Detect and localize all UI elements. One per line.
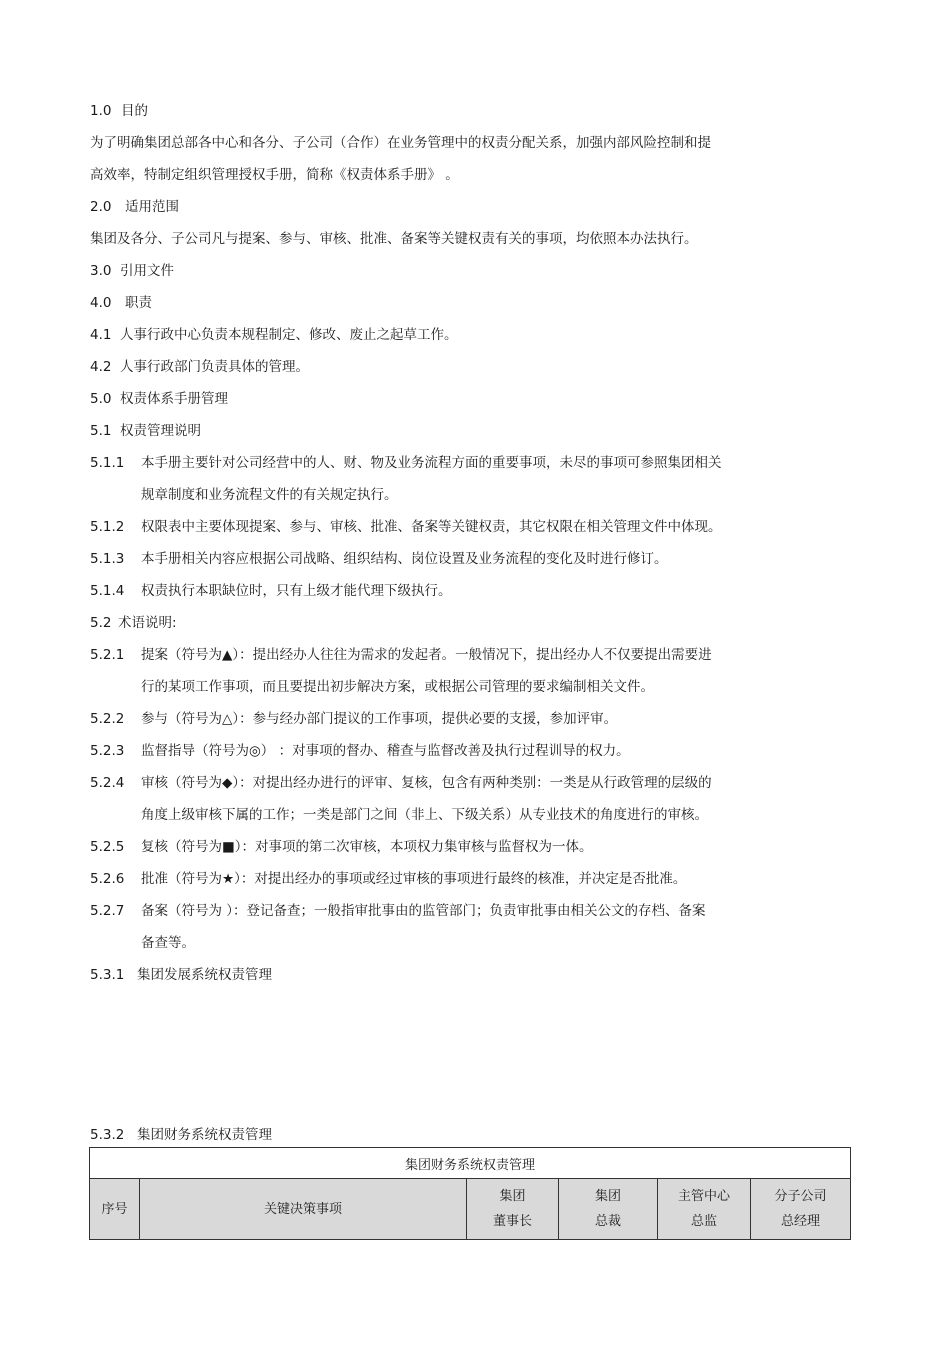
header-cell-subsidiary-gm: 分子公司 总经理 (751, 1179, 851, 1240)
section-heading: 5.0 权责体系手册管理 (90, 391, 228, 407)
section-heading: 5.1 权责管理说明 (90, 423, 201, 439)
term-item: 5.2.3 监督指导（符号为◎） ：对事项的督办、稽查与监督改善及执行过程训导的权力。 (90, 743, 630, 759)
header-cell-center-director: 主管中心 总监 (658, 1179, 751, 1240)
section-heading: 1.0 目的 (90, 103, 148, 119)
section-heading: 2.0 适用范围 (90, 199, 179, 215)
list-item: 5.1.3 本手册相关内容应根据公司战略、组织结构、岗位设置及业务流程的变化及时进行修订。 (90, 551, 668, 567)
section-heading: 5.3.1 集团发展系统权责管理 (90, 967, 272, 983)
list-item: 4.1 人事行政中心负责本规程制定、修改、废止之起草工作。 (90, 327, 458, 343)
term-item: 5.2.6 批准（符号为★）：对提出经办的事项或经过审核的事项进行最终的核准，并决定是否批准。 (90, 871, 687, 887)
list-item: 5.1.4 权责执行本职缺位时，只有上级才能代理下级执行。 (90, 583, 452, 599)
paragraph-line: 为了明确集团总部各中心和各分、子公司（合作）在业务管理中的权责分配关系，加强内部风险控制和提 (90, 135, 711, 151)
header-cell-chairman: 集团 董事长 (467, 1179, 559, 1240)
section-heading: 5.3.2 集团财务系统权责管理 (90, 1127, 272, 1143)
section-heading: 3.0 引用文件 (90, 263, 174, 279)
term-item: 5.2.1 提案（符号为▲）：提出经办人往往为需求的发起者。一般情况下，提出经办人不仅要提出需要进 (90, 647, 712, 663)
term-item-continuation: 行的某项工作事项，而且要提出初步解决方案，或根据公司管理的要求编制相关文件。 (141, 679, 654, 695)
paragraph-line: 集团及各分、子公司凡与提案、参与、审核、批准、备案等关键权责有关的事项，均依照本办法执行。 (90, 231, 698, 247)
header-cell-decision-item: 关键决策事项 (140, 1179, 467, 1240)
authority-table (89, 1147, 851, 1240)
list-item-continuation: 规章制度和业务流程文件的有关规定执行。 (141, 487, 398, 503)
table-title: 集团财务系统权责管理 (90, 1148, 851, 1179)
term-item: 5.2.5 复核（符号为■）：对事项的第二次审核，本项权力集审核与监督权为一体。 (90, 839, 593, 855)
list-item: 5.1.2 权限表中主要体现提案、参与、审核、批准、备案等关键权责，其它权限在相关管理文件中体现。 (90, 519, 722, 535)
term-item: 5.2.2 参与（符号为△）：参与经办部门提议的工作事项，提供必要的支援，参加评审。 (90, 711, 618, 727)
section-heading: 4.0 职责 (90, 295, 152, 311)
section-heading: 5.2 术语说明: (90, 615, 177, 631)
term-item: 5.2.7 备案（符号为 ）：登记备查；一般指审批事由的监管部门；负责审批事由相关公文的存档、备案 (90, 903, 706, 919)
header-cell-president: 集团 总裁 (559, 1179, 658, 1240)
term-item: 5.2.4 审核（符号为◆）：对提出经办进行的评审、复核，包含有两种类别：一类是从行政管理的层级的 (90, 775, 712, 791)
paragraph-line: 高效率，特制定组织管理授权手册，简称《权责体系手册》 。 (90, 167, 459, 183)
table-header-row (90, 1179, 851, 1240)
header-cell-index: 序号 (90, 1179, 140, 1240)
term-item-continuation: 角度上级审核下属的工作；一类是部门之间（非上、下级关系）从专业技术的角度进行的审核。 (141, 807, 708, 823)
list-item: 4.2 人事行政部门负责具体的管理。 (90, 359, 309, 375)
list-item: 5.1.1 本手册主要针对公司经营中的人、财、物及业务流程方面的重要事项，未尽的事项可参照集团相关 (90, 455, 722, 471)
term-item-continuation: 备查等。 (141, 935, 195, 951)
